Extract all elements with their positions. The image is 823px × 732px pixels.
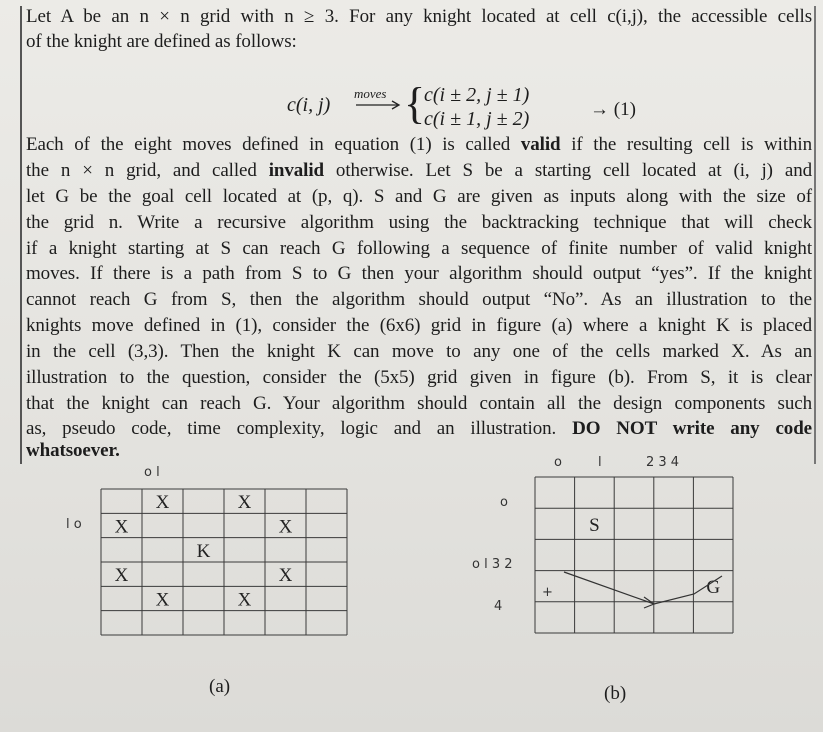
text-line-4: the n × n grid, and called invalid otherwise. Let S be a starting cell located at (i, j) and: [26, 160, 812, 181]
equation-number: → (1): [590, 99, 636, 120]
equation-case-2: c(i ± 1, j ± 2): [424, 108, 530, 130]
text-line-13: that the knight can reach G. Your algorithm should contain all the design components such: [26, 393, 812, 414]
grid-b-cell-mark: S: [589, 514, 600, 536]
text-line-8: moves. If there is a path from S to G then your algorithm should output “yes”. If the knight: [26, 263, 812, 284]
grid-a-cell-mark: X: [155, 589, 170, 611]
grid-a-cell-mark: X: [278, 516, 293, 538]
text-line-12: illustration to the question, consider the (5x5) grid given in figure (b). From S, it is clear: [26, 367, 812, 388]
svg-text:2 3 4: 2 3 4: [646, 455, 680, 470]
text-line-5: let G be the goal cell located at (p, q). S and G are given as inputs along with the size of: [26, 186, 812, 207]
text-line-2: of the knight are defined as follows:: [26, 31, 297, 52]
text-line-6: the grid n. Write a recursive algorithm using the backtracking technique that will check: [26, 212, 812, 233]
svg-text:o: o: [554, 455, 562, 470]
text-line-7: if a knight starting at S can reach G following a sequence of finite number of valid knight: [26, 238, 812, 259]
svg-text:o l: o l: [144, 465, 160, 480]
svg-text:+: +: [542, 585, 553, 600]
text-line-11: in the cell (3,3). Then the knight K can move to any one of the cells marked X. As an: [26, 341, 812, 362]
text-line-1: Let A be an n × n grid with n ≥ 3. For any knight located at cell c(i,j), the accessible cells: [26, 6, 812, 27]
grid-a-cell-mark: X: [278, 565, 293, 587]
handwritten-notes-a: [60, 458, 190, 532]
text-line-9: cannot reach G from S, then the algorithm should output “No”. As an illustration to the: [26, 289, 812, 310]
svg-text:4: 4: [494, 599, 503, 614]
question-text-box: [20, 6, 816, 464]
grid-a-cell-mark: K: [196, 540, 211, 562]
grid-a-cell-mark: X: [114, 516, 129, 538]
text-line-10: knights move defined in (1), consider the (6x6) grid in figure (a) where a knight K is placed: [26, 315, 812, 336]
grid-a-cell-mark: X: [237, 589, 252, 611]
text-line-3: Each of the eight moves defined in equation (1) is called valid if the resulting cell is within: [26, 134, 813, 155]
svg-text:l: l: [598, 455, 602, 470]
svg-text:l o: l o: [66, 517, 82, 532]
equation-brace: {: [404, 79, 426, 128]
figure-a-caption: (a): [209, 676, 231, 697]
text-line-15: whatsoever.: [26, 440, 120, 461]
svg-text:o: o: [500, 495, 508, 510]
grid-a-cell-mark: X: [114, 565, 129, 587]
svg-text:o l 3 2: o l 3 2: [472, 557, 513, 572]
grid-b-cell-mark: G: [706, 577, 721, 599]
figure-a-grid: [100, 488, 348, 636]
equation-left: c(i, j): [287, 94, 331, 116]
equation-case-1: c(i ± 2, j ± 1): [424, 84, 530, 106]
figure-b-caption: (b): [604, 683, 627, 704]
grid-a-cell-mark: X: [155, 492, 170, 514]
equation-moves-label: moves: [354, 86, 387, 101]
handwritten-notes-b: [470, 450, 730, 640]
text-line-14: as, pseudo code, time complexity, logic and an illustration. DO NOT write any code: [26, 418, 812, 439]
grid-a-cell-mark: X: [237, 492, 252, 514]
equation-arrow: [356, 100, 402, 110]
